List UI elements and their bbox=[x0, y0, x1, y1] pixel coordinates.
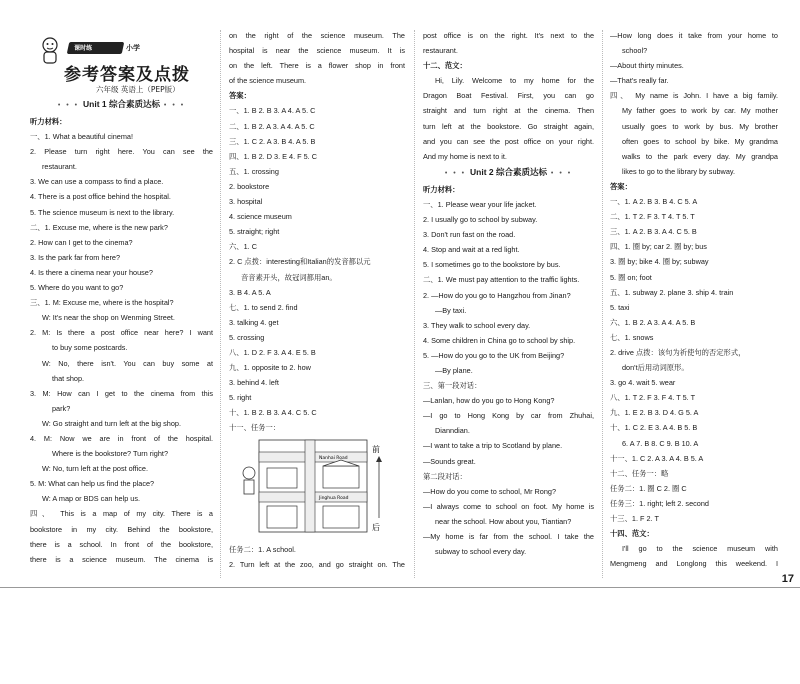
text-line: Where is the bookstore? Turn right? bbox=[52, 449, 168, 459]
page-subtitle: 六年级 英语上（PEP版） bbox=[96, 85, 180, 94]
text-line: 十、1. C 2. E 3. A 4. B 5. B bbox=[610, 423, 698, 433]
text-line: 二、1. Excuse me, where is the new park? bbox=[30, 222, 168, 232]
text-line: 七、1. snows bbox=[610, 332, 654, 342]
text-line: —By plane. bbox=[435, 365, 473, 375]
text-line: 六、1. B 2. A 3. A 4. A 5. B bbox=[610, 317, 696, 327]
text-line: 3. Is the park far from here? bbox=[30, 252, 121, 262]
text-line: 三、第一段对话： bbox=[423, 381, 482, 391]
text-line: 三、1. M: Excuse me, where is the hospital? bbox=[30, 298, 174, 308]
text-line: 第二段对话： bbox=[423, 471, 467, 481]
text-line: —My home is far from the school. I take the bbox=[423, 532, 594, 541]
text-line: restaurant. bbox=[42, 162, 77, 172]
text-line: hospital is near the science museum. It is bbox=[229, 46, 405, 56]
text-line: 一、1. A 2. B 3. B 4. C 5. A bbox=[610, 197, 698, 207]
text-line: 5. straight; right bbox=[229, 227, 280, 237]
text-line: 任务二：1. A school. bbox=[229, 544, 296, 554]
text-line: 十二、范文： bbox=[423, 61, 467, 71]
text-line: 2. I usually go to school by subway. bbox=[423, 215, 538, 225]
text-line: 3. talking 4. get bbox=[229, 317, 279, 327]
text-line: bookstore in my city. Behind the bookstore, bbox=[30, 524, 213, 534]
text-line: My father goes to work by car. My mother bbox=[622, 106, 778, 116]
column-2 bbox=[229, 28, 405, 616]
text-line: And my home is next to it. bbox=[423, 151, 507, 161]
text-line: 五、1. subway 2. plane 3. ship 4. train bbox=[610, 287, 734, 297]
text-line: Dragon Boat Festival. First, you can go bbox=[423, 91, 594, 101]
text-line: W: No, there isn't. You can buy some at bbox=[42, 358, 213, 368]
text-line: often goes to school by bike. My grandma bbox=[622, 136, 778, 146]
text-line: straight and turn right at the cinema. Then bbox=[423, 106, 594, 116]
text-line: 任务三：1. right; left 2. second bbox=[610, 498, 709, 508]
text-line: 听力材料： bbox=[423, 184, 460, 194]
text-line: —How do you come to school, Mr Rong? bbox=[423, 486, 557, 496]
text-line: 音音素开头，故冠词都用an。 bbox=[241, 272, 337, 282]
column-divider bbox=[220, 30, 221, 578]
column-divider bbox=[414, 30, 415, 578]
text-line: 六、1. C bbox=[229, 242, 257, 252]
text-line: on the left. There is a flower shop in front bbox=[229, 61, 405, 71]
text-line: 三、1. A 2. B 3. A 4. C 5. B bbox=[610, 227, 697, 237]
text-line: don't后用动词原形。 bbox=[622, 363, 689, 373]
text-line: Mengmeng and Longlong this weekend. I bbox=[610, 559, 778, 569]
text-line: —That's really far. bbox=[610, 76, 669, 86]
text-line: 5. —How do you go to the UK from Beijing? bbox=[423, 350, 565, 360]
mascot-icon bbox=[36, 36, 64, 66]
section-heading-text: Unit 2 综合素质达标 bbox=[470, 166, 547, 177]
text-line: 5. crossing bbox=[229, 332, 265, 342]
series-badge bbox=[67, 42, 125, 54]
text-line: 2. drive 点拨：该句为祈使句的否定形式， bbox=[610, 347, 746, 357]
section-heading: • • • Unit 2 综合素质达标 • • • bbox=[444, 166, 573, 177]
header bbox=[30, 32, 213, 102]
text-line: 答案： bbox=[610, 181, 632, 191]
text-line: 十四、范文： bbox=[610, 529, 654, 539]
text-line: 5. I sometimes go to the bookstore by bus. bbox=[423, 260, 561, 270]
text-line: W: A map or BDS can help us. bbox=[42, 494, 141, 504]
text-line: that shop. bbox=[52, 373, 85, 383]
text-line: 3. B 4. A 5. A bbox=[229, 287, 271, 297]
text-line: 3. Don't run fast on the road. bbox=[423, 230, 516, 240]
text-line: 2. M: Is there a post office near here? I want bbox=[30, 328, 213, 338]
text-line: 十二、任务一：略 bbox=[610, 468, 669, 478]
text-line: 一、1. B 2. B 3. A 4. A 5. C bbox=[229, 106, 316, 116]
map-back-label: 后 bbox=[372, 522, 380, 532]
text-line: 4. Is there a cinema near your house? bbox=[30, 267, 153, 277]
text-line: 九、1. opposite to 2. how bbox=[229, 363, 311, 373]
text-line: restaurant. bbox=[423, 46, 458, 56]
text-line: —I want to take a trip to Scotland by plane. bbox=[423, 441, 563, 451]
text-line: —Lanlan, how do you go to Hong Kong? bbox=[423, 396, 555, 406]
text-line: likes to go to the library by subway. bbox=[622, 166, 736, 176]
text-line: park? bbox=[52, 403, 71, 413]
text-line: 任务二：1. 圈 C 2. 圈 C bbox=[610, 483, 687, 493]
text-line: 八、1. T 2. F 3. F 4. T 5. T bbox=[610, 393, 696, 403]
text-line: 3. We can use a compass to find a place. bbox=[30, 177, 164, 187]
text-line: 4. There is a post office behind the hospital. bbox=[30, 192, 171, 202]
text-line: 5. The science museum is next to the library. bbox=[30, 207, 175, 217]
column-4 bbox=[610, 28, 778, 616]
text-line: 5. Where do you want to go? bbox=[30, 283, 124, 293]
text-line: 听力材料： bbox=[30, 117, 67, 126]
text-line: near the school. How about you, Tiantian? bbox=[435, 516, 572, 526]
text-line: post office is on the right. It's next to the bbox=[423, 31, 594, 40]
text-line: 3. They walk to school every day. bbox=[423, 320, 531, 330]
text-line: 答案： bbox=[229, 91, 251, 101]
text-line: 四、 This is a map of my city. There is a bbox=[30, 509, 213, 519]
page-title: 参考答案及点拨 bbox=[64, 65, 190, 85]
text-line: and you can see the post office on your right. bbox=[423, 136, 594, 146]
text-line: 十三、1. F 2. T bbox=[610, 514, 659, 523]
road-label-2: Jinghua Road bbox=[319, 495, 349, 501]
section-heading-text: Unit 1 综合素质达标 bbox=[83, 99, 160, 109]
text-line: W: No, turn left at the post office. bbox=[42, 464, 148, 474]
text-line: 四、 My name is John. I have a big family. bbox=[610, 91, 778, 101]
text-line: —About thirty minutes. bbox=[610, 61, 684, 71]
column-3 bbox=[423, 28, 594, 616]
text-line: 五、1. crossing bbox=[229, 166, 279, 176]
text-line: Hi, Lily. Welcome to my home for the bbox=[435, 76, 594, 86]
text-line: 十、1. B 2. B 3. A 4. C 5. C bbox=[229, 408, 317, 418]
text-line: 4. science museum bbox=[229, 212, 292, 222]
text-line: 4. Some children in China go to school by ship. bbox=[423, 335, 576, 345]
text-line: —How long does it take from your home to bbox=[610, 31, 778, 40]
text-line: Dianndian. bbox=[435, 426, 470, 436]
text-line: 一、1. Please wear your life jacket. bbox=[423, 199, 537, 209]
road-label-1: Nanhai Road bbox=[319, 455, 348, 461]
text-line: 4. Stop and wait at a red light. bbox=[423, 245, 520, 255]
text-line: 四、1. B 2. D 3. E 4. F 5. C bbox=[229, 151, 317, 161]
text-line: 2. bookstore bbox=[229, 181, 270, 191]
text-line: there is a school. In front of the bookstore, bbox=[30, 539, 213, 549]
text-line: 二、1. We must pay attention to the traffic lights. bbox=[423, 275, 580, 285]
column-1 bbox=[30, 96, 213, 684]
text-line: 2. Please turn right here. You can see the bbox=[30, 147, 213, 157]
text-line: —By taxi. bbox=[435, 305, 467, 315]
map-front-label: 前 bbox=[372, 444, 380, 454]
city-map bbox=[239, 438, 389, 538]
text-line: to buy some postcards. bbox=[52, 343, 128, 353]
section-heading: • • • Unit 1 综合素质达标 • • • bbox=[57, 99, 186, 109]
text-line: I'll go to the science museum with bbox=[622, 544, 778, 554]
text-line: 3. M: How can I get to the cinema from this bbox=[30, 388, 213, 398]
text-line: —I go to Hong Kong by car from Zhuhai, bbox=[423, 411, 594, 421]
text-line: 四、1. 圈 by; car 2. 圈 by; bus bbox=[610, 242, 707, 252]
text-line: 3. go 4. wait 5. wear bbox=[610, 378, 676, 388]
text-line: school? bbox=[622, 46, 648, 56]
text-line: 三、1. C 2. A 3. B 4. A 5. B bbox=[229, 136, 316, 146]
text-line: 5. taxi bbox=[610, 302, 630, 312]
text-line: W: It's near the shop on Wenming Street. bbox=[42, 313, 175, 323]
text-line: W: Go straight and turn left at the big shop. bbox=[42, 418, 181, 428]
text-line: there is a science museum. The cinema is bbox=[30, 554, 213, 564]
map-figure bbox=[239, 438, 380, 538]
text-line: 5. M: What can help us find the place? bbox=[30, 479, 155, 489]
text-line: 二、1. B 2. A 3. A 4. A 5. C bbox=[229, 121, 315, 131]
text-line: 2. How can I get to the cinema? bbox=[30, 237, 133, 247]
text-line: 2. C 点拨：interesting和Italian的发音都以元 bbox=[229, 257, 371, 267]
text-line: 3. hospital bbox=[229, 197, 263, 207]
text-line: 4. M: Now we are in front of the hospital. bbox=[30, 433, 213, 443]
text-line: 2. Turn left at the zoo, and go straight on. The bbox=[229, 559, 405, 569]
text-line: 5. right bbox=[229, 393, 252, 403]
series-badge-secondary: 小学 bbox=[126, 45, 140, 52]
text-line: walks to the park every day. My grandpa bbox=[622, 151, 778, 161]
text-line: 七、1. to send 2. find bbox=[229, 302, 298, 312]
text-line: on the right of the science museum. The bbox=[229, 31, 405, 40]
text-line: —I always come to school on foot. My home is bbox=[423, 501, 594, 511]
text-line: usually goes to work by bus. My brother bbox=[622, 121, 778, 131]
text-line: 十一、任务一： bbox=[229, 423, 281, 433]
text-line: 十一、1. C 2. A 3. A 4. B 5. A bbox=[610, 453, 704, 463]
text-line: turn left at the bookstore. Go straight again, bbox=[423, 121, 594, 131]
page-number: 17 bbox=[781, 573, 794, 585]
series-badge-text: 课时练 bbox=[74, 46, 93, 52]
text-line: 3. 圈 by; bike 4. 圈 by; subway bbox=[610, 257, 709, 267]
text-line: 2. —How do you go to Hangzhou from Jinan? bbox=[423, 290, 571, 300]
text-line: 3. behind 4. left bbox=[229, 378, 279, 388]
text-line: 九、1. E 2. B 3. D 4. G 5. A bbox=[610, 408, 699, 418]
text-line: 5. 圈 on; foot bbox=[610, 272, 652, 282]
text-line: of the science museum. bbox=[229, 76, 307, 86]
text-line: 八、1. D 2. F 3. A 4. E 5. B bbox=[229, 347, 316, 357]
text-line: —Sounds great. bbox=[423, 456, 476, 466]
text-line: subway to school every day. bbox=[435, 547, 527, 557]
text-line: 二、1. T 2. F 3. T 4. T 5. T bbox=[610, 212, 695, 222]
text-line: 一、1. What a beautiful cinema! bbox=[30, 132, 134, 142]
text-line: 6. A 7. B 8. C 9. B 10. A bbox=[622, 438, 699, 448]
column-divider bbox=[602, 30, 603, 578]
